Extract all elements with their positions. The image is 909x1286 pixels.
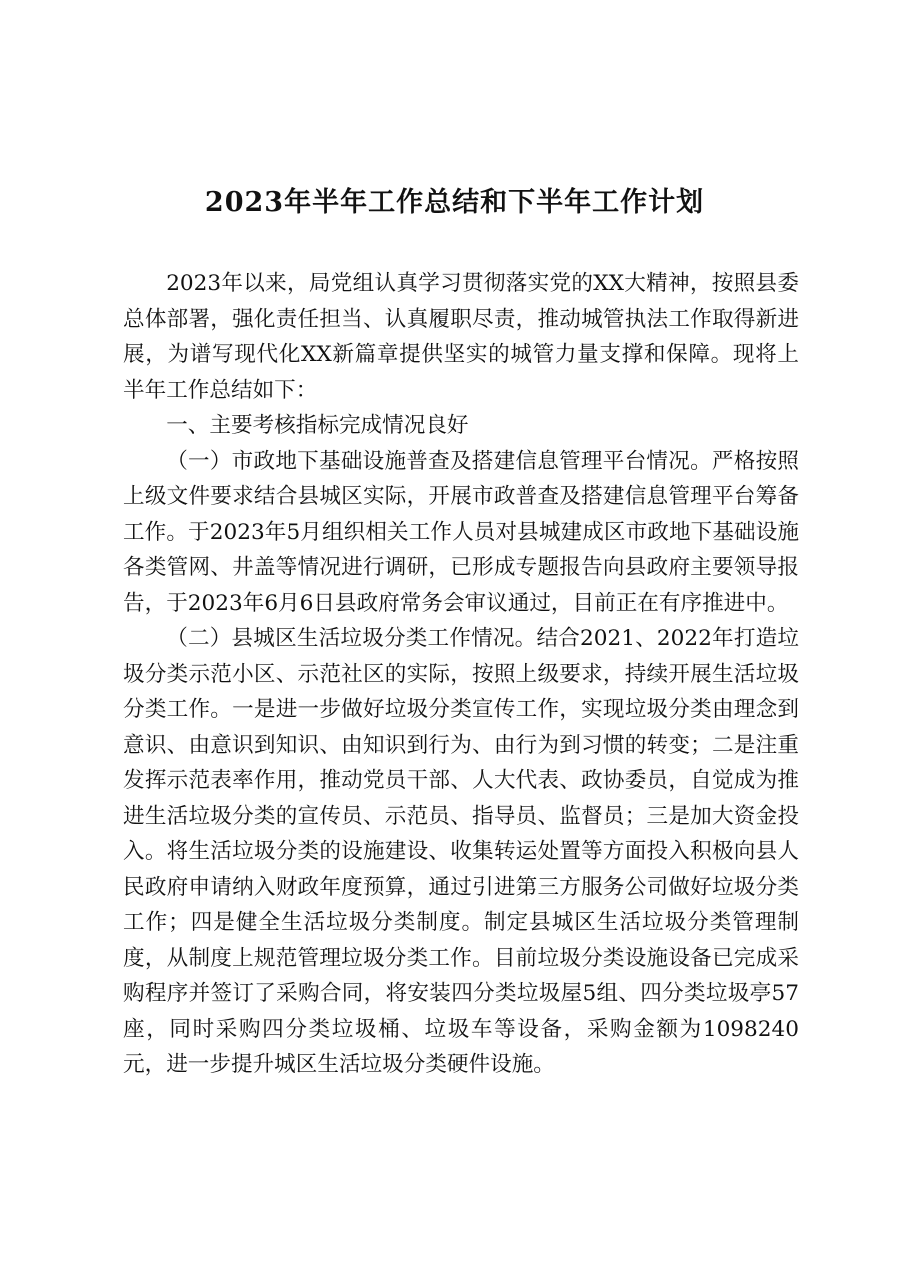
paragraph-intro: 2023年以来，局党组认真学习贯彻落实党的XX大精神，按照县委总体部署，强化责任担当、认真履职尽责，推动城管执法工作取得新进展，为谱写现代化XX新篇章提供坚实的城管力量支撑和保障。现将上半年工作总结如下： (123, 271, 799, 403)
paragraph-municipal-survey: （一）市政地下基础设施普查及搭建信息管理平台情况。严格按照上级文件要求结合县城区实际，开展市政普查及搭建信息管理平台筹备工作。于2023年5月组织相关工作人员对县城建成区市政地下基础设施各类管网、井盖等情况进行调研，已形成专题报告向县政府主要领导报告，于2023年6月6日县政府常务会审议通过，目前正在有序推进中。 (123, 448, 799, 616)
document-body (123, 266, 799, 1083)
document-title: 2023年半年工作总结和下半年工作计划 (204, 187, 705, 219)
section-heading-1: 一、主要考核指标完成情况良好 (166, 413, 469, 438)
paragraph-garbage-sorting: （二）县城区生活垃圾分类工作情况。结合2021、2022年打造垃圾分类示范小区、示范社区的实际，按照上级要求，持续开展生活垃圾分类工作。一是进一步做好垃圾分类宣传工作，实现垃圾分类由理念到意识、由意识到知识、由知识到行为、由行为到习惯的转变；二是注重发挥示范表率作用，推动党员干部、人大代表、政协委员，自觉成为推进生活垃圾分类的宣传员、示范员、指导员、监督员；三是加大资金投入。将生活垃圾分类的设施建设、收集转运处置等方面投入积极向县人民政府申请纳入财政年度预算，通过引进第三方服务公司做好垃圾分类工作；四是健全生活垃圾分类制度。制定县城区生活垃圾分类管理制度，从制度上规范管理垃圾分类工作。目前垃圾分类设施设备已完成采购程序并签订了采购合同，将安装四分类垃圾屋5组、四分类垃圾亭57座，同时采购四分类垃圾桶、垃圾车等设备，采购金额为1098240元，进一步提升城区生活垃圾分类硬件设施。 (123, 626, 799, 1077)
